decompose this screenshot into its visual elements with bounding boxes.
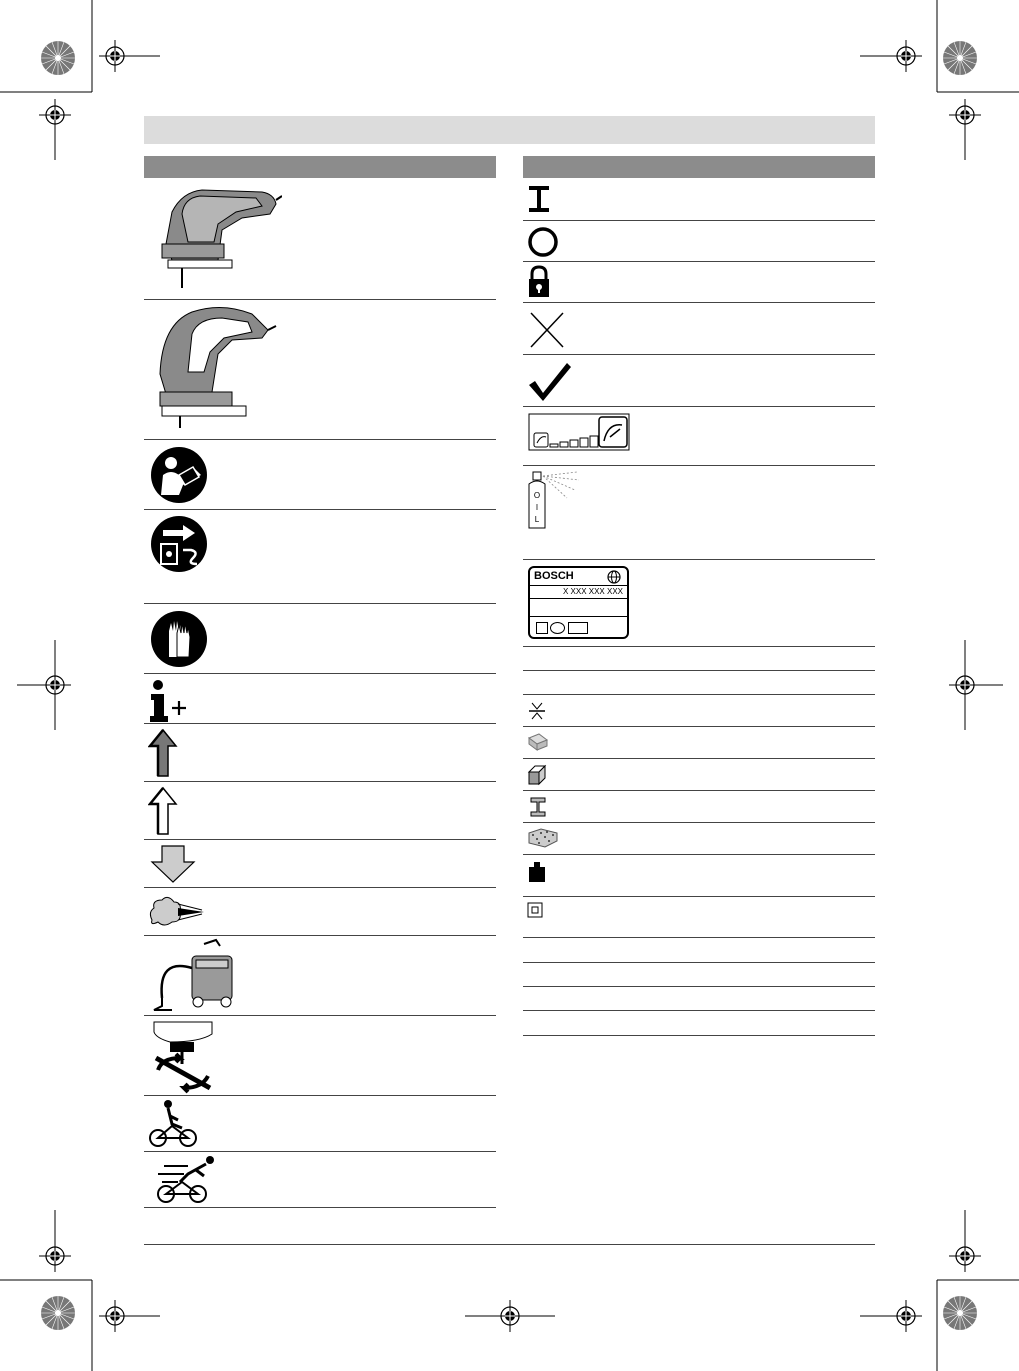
registration-star-top-left — [41, 41, 75, 75]
oil-label-l: L — [534, 515, 540, 524]
nameplate-brand: BOSCH — [534, 570, 574, 582]
registration-star-bottom-left — [41, 1296, 75, 1330]
nameplate-number: X XXX XXX XXX — [562, 587, 623, 596]
oil-label-i: I — [535, 503, 539, 512]
oil-label-o: O — [533, 491, 541, 500]
registration-star-bottom-right — [943, 1296, 977, 1330]
registration-star-top-right — [943, 41, 977, 75]
